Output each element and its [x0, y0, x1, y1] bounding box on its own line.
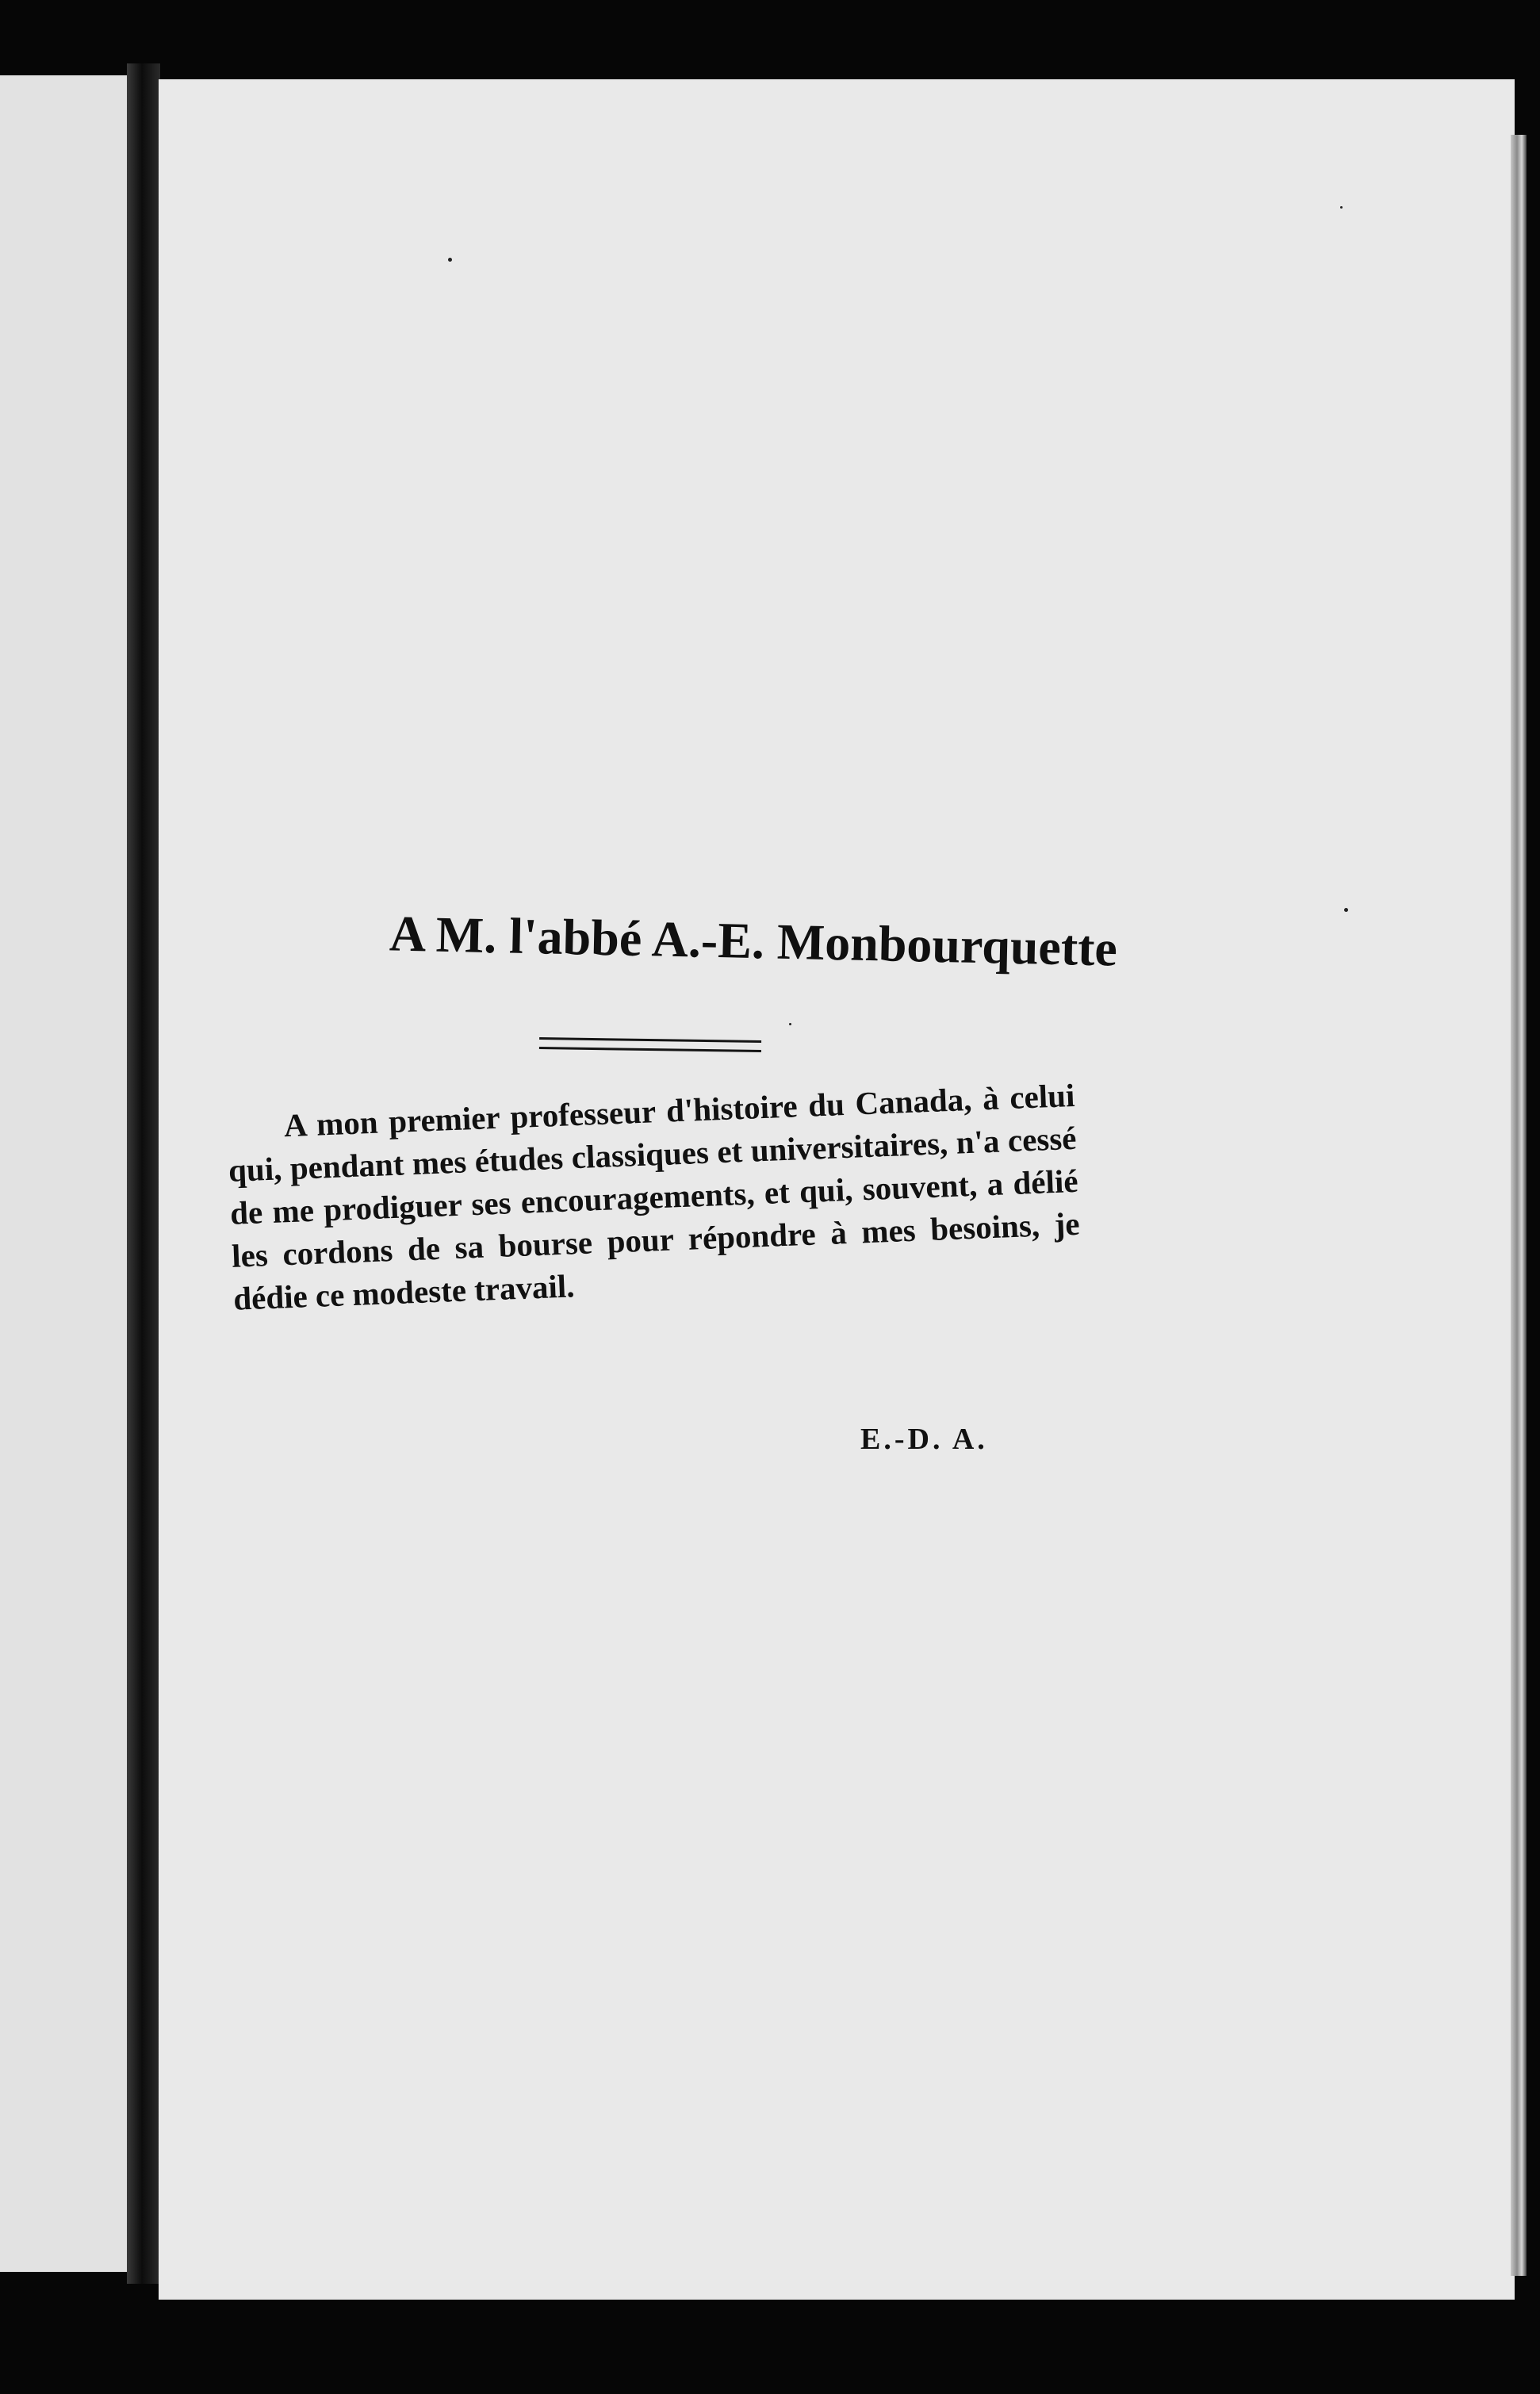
dedication-heading: A M. l'abbé A.-E. Monbourquette	[389, 905, 1118, 977]
dedication-paragraph: A mon premier professeur d'histoire du Canada, à celui qui, pendant mes études classiques et universitaires, n'a cessé de me prodiguer ses encouragements, et qui, souvent, a délié les cordons de sa bourse pour répondre à mes besoins, je dédie ce modeste travail.	[228, 1076, 1081, 1317]
page-edge	[1511, 135, 1527, 2276]
book-gutter	[127, 63, 160, 2284]
paper-speck	[1344, 908, 1348, 912]
paper-speck	[1340, 206, 1343, 209]
paper-speck	[789, 1023, 791, 1025]
author-initials: E.-D. A.	[860, 1423, 988, 1456]
paper-speck	[448, 258, 452, 262]
facing-page-edge	[0, 75, 135, 2272]
